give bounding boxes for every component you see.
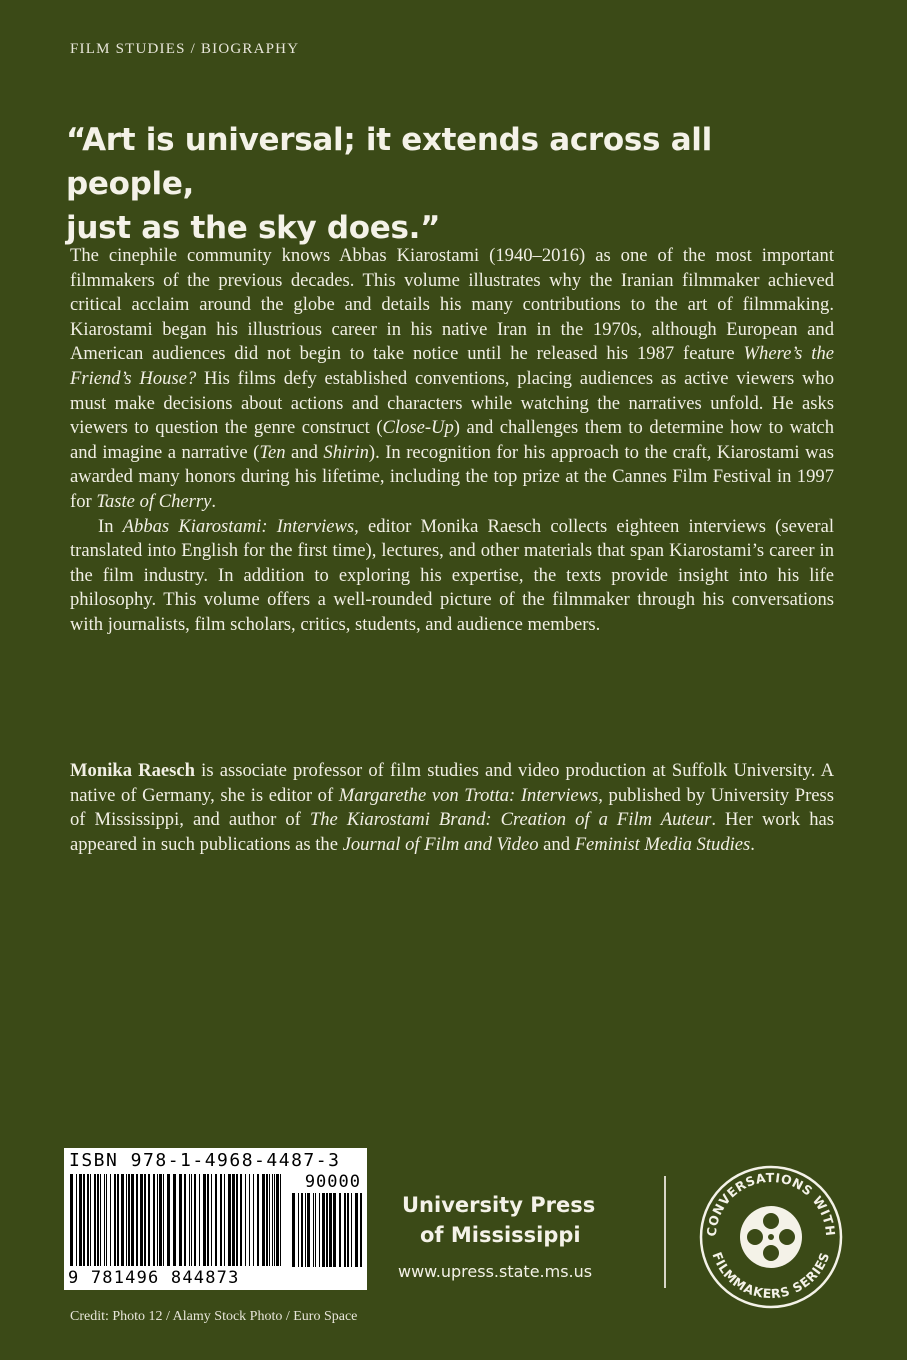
publisher-url: www.upress.state.ms.us	[398, 1262, 593, 1281]
divider	[664, 1176, 666, 1288]
logo-top-text: CONVERSATIONS WITH	[703, 1169, 839, 1238]
author-bio: Monika Raesch is associate professor of film studies and video production at Suffolk University. A native of Germany, she is editor of Margarethe von Trotta: Interviews, published by University Press of Mississippi, and author of The Kiarostami Brand: Creation of a Film Auteur. Her work has appeared in such publications as the Journal of Film and Video and Feminist Media Studies.	[70, 760, 835, 855]
pull-quote	[66, 118, 846, 250]
author-name: Monika Raesch	[70, 760, 195, 781]
logo-bottom-text: FILMMAKERS SERIES	[709, 1249, 833, 1302]
photo-credit: Credit: Photo 12 / Alamy Stock Photo / Euro Space	[70, 1309, 358, 1324]
publisher-name	[400, 1190, 610, 1250]
publisher-line-2: of Mississippi	[420, 1223, 581, 1247]
price-code: 90000	[304, 1172, 361, 1192]
series-logo	[696, 1162, 846, 1312]
quote-line-1: “Art is universal; it extends across all people,	[66, 122, 712, 202]
description-paragraph-2: In Abbas Kiarostami: Interviews, editor Monika Raesch collects eighteen interviews (several translated into English for the first time), lectures, and other materials that span Kiarostami’s career in the film industry. In addition to exploring his expertise, the texts provide insight into his life philosophy. This volume offers a well-rounded picture of the filmmaker through his conversations with journalists, film scholars, critics, students, and audience members.	[70, 515, 834, 635]
quote-line-2: just as the sky does.”	[66, 210, 441, 246]
publisher-line-1: University Press	[402, 1193, 596, 1217]
description	[70, 244, 834, 638]
isbn-barcode	[64, 1148, 367, 1290]
category-label: FILM STUDIES / BIOGRAPHY	[70, 41, 300, 57]
barcode-bars	[70, 1174, 284, 1266]
isbn-number: ISBN 978-1-4968-4487-3	[69, 1150, 341, 1171]
film-reel-icon	[740, 1206, 802, 1268]
barcode-digits: 9 781496 844873	[68, 1268, 240, 1288]
barcode-addon-bars	[292, 1193, 362, 1267]
description-paragraph-1: The cinephile community knows Abbas Kiarostami (1940–2016) as one of the most important filmmakers of the previous decades. This volume illustrates why the Iranian filmmaker achieved critical acclaim around the globe and details his many contributions to the art of filmmaking. Kiarostami began his illustrious career in his native Iran in the 1970s, although European and American audiences did not begin to take notice until he released his 1987 feature Where’s the Friend’s House? His films defy established conventions, placing audiences as active viewers who must make decisions about actions and characters while watching the narratives unfold. He asks viewers to question the genre construct (Close-Up) and challenges them to determine how to watch and imagine a narrative (Ten and Shirin). In recognition for his approach to the craft, Kiarostami was awarded many honors during his lifetime, including the top prize at the Cannes Film Festival in 1997 for Taste of Cherry.	[70, 245, 835, 512]
